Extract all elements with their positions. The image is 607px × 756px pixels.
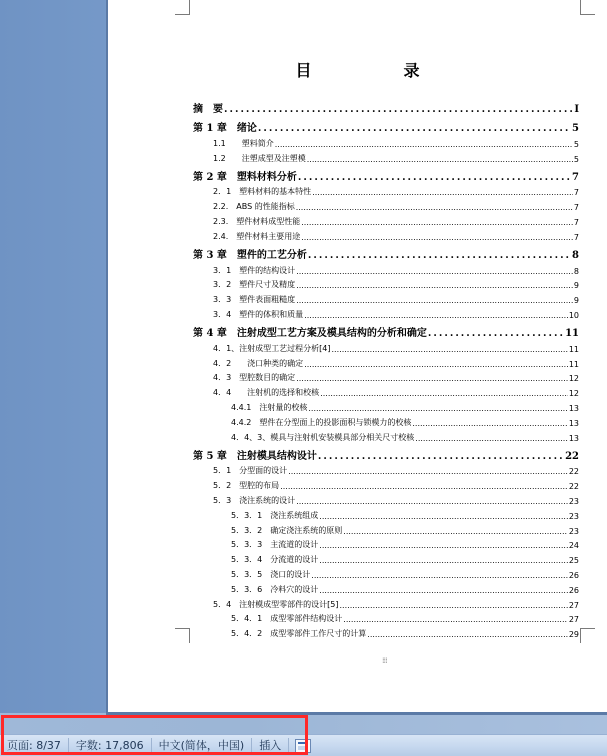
toc-leader-dots	[296, 203, 573, 212]
toc-entry[interactable]	[193, 565, 579, 580]
toc-entry-label: 2.4. 塑件材料主要用途	[213, 231, 301, 241]
status-language[interactable]: 中文(简体，中国)	[152, 738, 253, 754]
toc-leader-dots	[312, 188, 573, 197]
toc-leader-dots	[340, 601, 568, 610]
toc-leader-dots	[308, 404, 567, 413]
toc-entry-label: 4．3 型腔数目的确定	[213, 373, 296, 383]
toc-leader-dots	[304, 311, 568, 320]
page-break-mark: ⁞⁞⁞	[382, 656, 387, 665]
toc-entry-page: 11	[565, 327, 579, 339]
toc-entry-label: 2．1 塑料材料的基本特性	[213, 187, 312, 197]
toc-entry-page: 11	[568, 359, 579, 369]
toc-entry[interactable]	[193, 290, 579, 305]
toc-entry-page: 5	[573, 139, 579, 149]
toc-entry[interactable]	[193, 305, 579, 320]
toc-entry-label: 摘 要	[193, 104, 223, 115]
toc-entry-page: 7	[573, 217, 579, 227]
toc-leader-dots	[318, 451, 564, 462]
toc-entry-page: 10	[568, 310, 579, 320]
toc-entry-label: 4.4.2 塑件在分型面上的投影面积与锁模力的校核	[231, 417, 412, 427]
toc-entry[interactable]	[193, 491, 579, 506]
toc-leader-dots	[288, 467, 568, 476]
toc-entry-page: 13	[568, 403, 579, 413]
toc-entry-label: 4．4 注射机的选择和校核	[213, 388, 320, 398]
toc-entry-label: 5．4 注射模成型零部件的设计[5]	[213, 599, 339, 609]
toc-entry[interactable]	[193, 354, 579, 369]
toc-title: 目 录	[295, 61, 458, 80]
toc-entry-page: 12	[568, 374, 579, 384]
toc-entry-label: 3．1 塑件的结构设计	[213, 265, 296, 275]
toc-entry-label: 第 2 章 塑料材料分析	[193, 171, 297, 183]
toc-leader-dots	[301, 233, 573, 242]
status-word-count[interactable]: 字数: 17,806	[69, 738, 152, 754]
toc-entry[interactable]	[193, 369, 579, 384]
toc-leader-dots	[428, 328, 564, 339]
toc-entry-page: 12	[568, 389, 579, 399]
toc-entry-label: 3．3 塑件表面粗糙度	[213, 295, 296, 305]
toc-leader-dots	[224, 104, 573, 115]
toc-leader-dots	[319, 512, 568, 521]
toc-leader-dots	[319, 541, 568, 550]
toc-entry-page: 22	[568, 482, 579, 492]
toc-entry-label: 5．4．2 成型零部件工作尺寸的计算	[231, 629, 367, 639]
toc-entry-page: 7	[572, 171, 579, 183]
toc-entry[interactable]	[193, 164, 579, 183]
toc-entry-label: 3．2 塑件尺寸及精度	[213, 280, 296, 290]
toc-leader-dots	[280, 482, 568, 491]
toc-entry-label: 4．2 浇口种类的确定	[213, 358, 304, 368]
toc-entry[interactable]	[193, 550, 579, 565]
toc-entry[interactable]	[193, 183, 579, 198]
toc-entry-page: 24	[568, 541, 579, 551]
toc-entry[interactable]	[193, 398, 579, 413]
toc-entry-page: 23	[568, 511, 579, 521]
toc-leader-dots	[298, 172, 571, 183]
toc-entry-page: 8	[573, 266, 579, 276]
crop-mark-bottom-right	[580, 628, 595, 643]
toc-leader-dots	[258, 123, 571, 134]
crop-mark-top-right	[580, 0, 595, 15]
crop-mark-bottom-left	[175, 628, 190, 643]
toc-entry-page: 25	[568, 556, 579, 566]
toc-entry[interactable]	[193, 212, 579, 227]
toc-leader-dots	[296, 374, 568, 383]
toc-entry[interactable]	[193, 227, 579, 242]
print-layout-icon[interactable]	[295, 739, 311, 753]
toc-entry-page: 8	[572, 249, 579, 261]
status-bar	[0, 734, 607, 756]
toc-entry-label: 4．1、注射成型工艺过程分析[4]	[213, 343, 331, 353]
toc-entry[interactable]	[193, 462, 579, 477]
toc-entry[interactable]	[193, 261, 579, 276]
toc-entry-label: 第 4 章 注射成型工艺方案及模具结构的分析和确定	[193, 327, 427, 339]
toc-entry-page: 23	[568, 526, 579, 536]
toc-entry-label: 5．3．2 确定浇注系统的原则	[231, 525, 343, 535]
toc-leader-dots	[307, 155, 573, 164]
toc-leader-dots	[343, 615, 568, 624]
toc-leader-dots	[332, 345, 568, 354]
toc-leader-dots	[319, 556, 568, 565]
toc-entry-page: 7	[573, 188, 579, 198]
toc-entry-label: 5．3．6 冷料穴的设计	[231, 584, 319, 594]
toc-entry[interactable]	[193, 580, 579, 595]
toc-entry[interactable]	[193, 149, 579, 164]
toc-entry-page: 27	[568, 600, 579, 610]
toc-entry-label: 5．3．3 主流道的设计	[231, 540, 319, 550]
document-page[interactable]	[108, 0, 607, 712]
toc-entry-page: 9	[573, 281, 579, 291]
toc-entry-label: 5．3．4 分流道的设计	[231, 555, 319, 565]
toc-entry[interactable]	[193, 242, 579, 261]
toc-leader-dots	[343, 527, 568, 536]
toc-entry-label: 1.2 注塑成型及注塑模	[213, 153, 306, 163]
toc-entry[interactable]	[193, 413, 579, 428]
toc-entry[interactable]	[193, 428, 579, 443]
toc-entry-label: 第 5 章 注射模具结构设计	[193, 450, 317, 462]
toc-entry-page: 5	[572, 123, 579, 134]
table-of-contents	[193, 96, 579, 639]
toc-entry[interactable]	[193, 595, 579, 610]
toc-entry-label: 第 1 章 绪论	[193, 123, 257, 134]
toc-leader-dots	[311, 571, 568, 580]
toc-leader-dots	[319, 586, 568, 595]
toc-leader-dots	[304, 360, 568, 369]
toc-entry[interactable]	[193, 383, 579, 398]
toc-leader-dots	[296, 267, 573, 276]
toc-entry[interactable]	[193, 506, 579, 521]
toc-entry-page: 11	[568, 344, 579, 354]
toc-entry-page: 5	[573, 154, 579, 164]
toc-entry[interactable]	[193, 521, 579, 536]
toc-entry-label: 5．3．1 浇注系统组成	[231, 510, 319, 520]
toc-entry-label: 4．4、3、模具与注射机安装模具部分相关尺寸校核	[231, 432, 415, 442]
toc-entry[interactable]	[193, 96, 579, 115]
toc-entry-label: 2.3. 塑件材料成型性能	[213, 216, 301, 226]
toc-entry-page: 13	[568, 418, 579, 428]
toc-entry-page: 27	[568, 615, 579, 625]
toc-entry-label: 5．3 浇注系统的设计	[213, 495, 296, 505]
toc-entry-page: 7	[573, 203, 579, 213]
toc-entry-label: 5．2 型腔的布局	[213, 481, 280, 491]
crop-mark-top-left	[175, 0, 190, 15]
toc-entry-page: I	[574, 104, 579, 115]
toc-entry[interactable]	[193, 115, 579, 134]
toc-leader-dots	[301, 218, 573, 227]
toc-leader-dots	[367, 630, 568, 639]
toc-entry-page: 29	[568, 630, 579, 640]
toc-leader-dots	[296, 497, 568, 506]
toc-entry-page: 23	[568, 496, 579, 506]
toc-entry-label: 5．1 分型面的设计	[213, 466, 288, 476]
toc-entry-label: 第 3 章 塑件的工艺分析	[193, 249, 307, 261]
status-insert-mode[interactable]: 插入	[252, 738, 289, 754]
toc-leader-dots	[308, 250, 571, 261]
toc-entry[interactable]	[193, 476, 579, 491]
toc-entry-label: 5．4．1 成型零部件结构设计	[231, 614, 343, 624]
toc-entry[interactable]	[193, 536, 579, 551]
toc-entry[interactable]	[193, 197, 579, 212]
toc-entry-page: 26	[568, 570, 579, 580]
toc-entry[interactable]	[193, 320, 579, 339]
toc-entry-label: 2.2. ABS 的性能指标	[213, 202, 295, 212]
toc-entry-page: 26	[568, 585, 579, 595]
toc-leader-dots	[296, 296, 573, 305]
toc-leader-dots	[275, 140, 573, 149]
toc-leader-dots	[415, 434, 568, 443]
toc-entry-page: 22	[568, 467, 579, 477]
toc-entry[interactable]	[193, 610, 579, 625]
toc-entry-page: 13	[568, 433, 579, 443]
toc-entry[interactable]	[193, 624, 579, 639]
toc-leader-dots	[296, 281, 573, 290]
toc-entry-label: 5．3．5 浇口的设计	[231, 569, 311, 579]
toc-entry-page: 7	[573, 232, 579, 242]
toc-entry[interactable]	[193, 443, 579, 462]
toc-entry-page: 9	[573, 296, 579, 306]
toc-entry-page: 22	[565, 450, 579, 462]
toc-entry[interactable]	[193, 276, 579, 291]
toc-entry-label: 1.1 塑料简介	[213, 138, 274, 148]
toc-entry-label: 3．4 塑件的体积和质量	[213, 309, 304, 319]
toc-entry[interactable]	[193, 339, 579, 354]
toc-entry[interactable]	[193, 134, 579, 149]
status-page-number[interactable]: 页面: 8/37	[0, 738, 69, 754]
toc-entry-label: 4.4.1 注射量的校核	[231, 402, 308, 412]
toc-leader-dots	[320, 389, 568, 398]
toc-leader-dots	[412, 419, 567, 428]
